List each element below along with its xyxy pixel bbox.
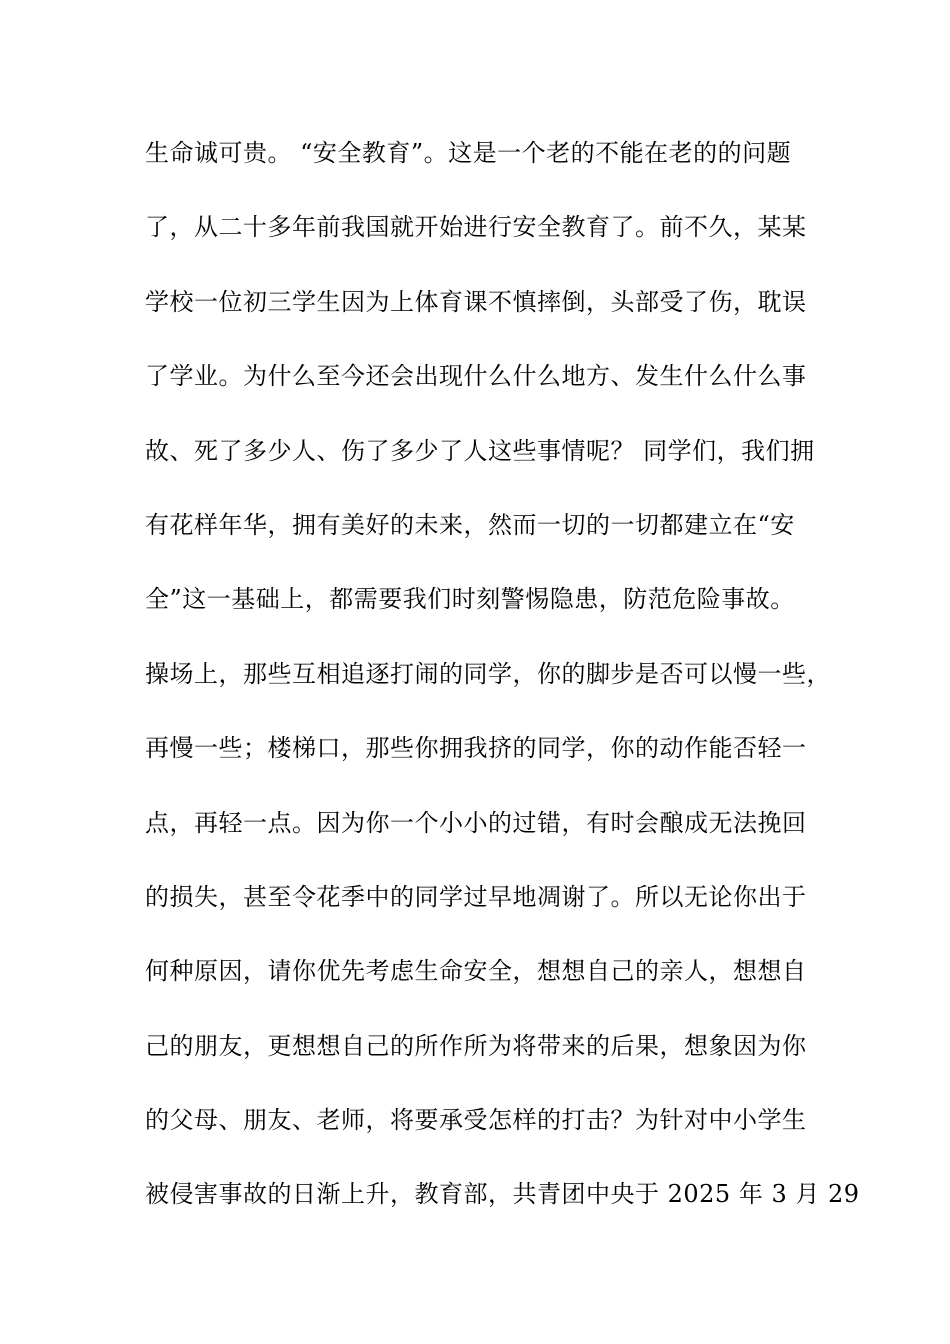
- text-line: 被侵害事故的日渐上升，教育部，共青团中央于 2025 年 3 月 29: [145, 1180, 860, 1209]
- text-line: 点，再轻一点。因为你一个小小的过错，有时会酿成无法挽回: [145, 808, 807, 837]
- text-line: 的父母、朋友、老师，将要承受怎样的打击？为针对中小学生: [145, 1106, 807, 1135]
- text-line: 再慢一些；楼梯口，那些你拥我挤的同学，你的动作能否轻一: [145, 734, 807, 763]
- text-line: 生命诚可贵。 “安全教育”。这是一个老的不能在老的的问题: [145, 139, 792, 167]
- text-line: 全”这一基础上，都需要我们时刻警惕隐患，防范危险事故。: [145, 585, 795, 614]
- text-line: 有花样年华，拥有美好的未来，然而一切的一切都建立在“安: [145, 510, 795, 539]
- text-line: 操场上，那些互相追逐打闹的同学，你的脚步是否可以慢一些，: [145, 659, 831, 688]
- text-line: 学校一位初三学生因为上体育课不慎摔倒，头部受了伤，耽误: [145, 287, 807, 316]
- text-line: 了学业。为什么至今还会出现什么什么地方、发生什么什么事: [145, 362, 807, 391]
- text-line: 了，从二十多年前我国就开始进行安全教育了。前不久，某某: [145, 213, 807, 242]
- body-text: [145, 128, 860, 1244]
- text-line: 己的朋友，更想想自己的所作所为将带来的后果，想象因为你: [145, 1031, 807, 1060]
- text-line: 的损失，甚至令花季中的同学过早地凋谢了。所以无论你出于: [145, 882, 807, 911]
- text-line: 故、死了多少人、伤了多少了人这些事情呢？ 同学们，我们拥: [145, 436, 815, 465]
- text-line: 何种原因，请你优先考虑生命安全，想想自己的亲人，想想自: [145, 957, 807, 986]
